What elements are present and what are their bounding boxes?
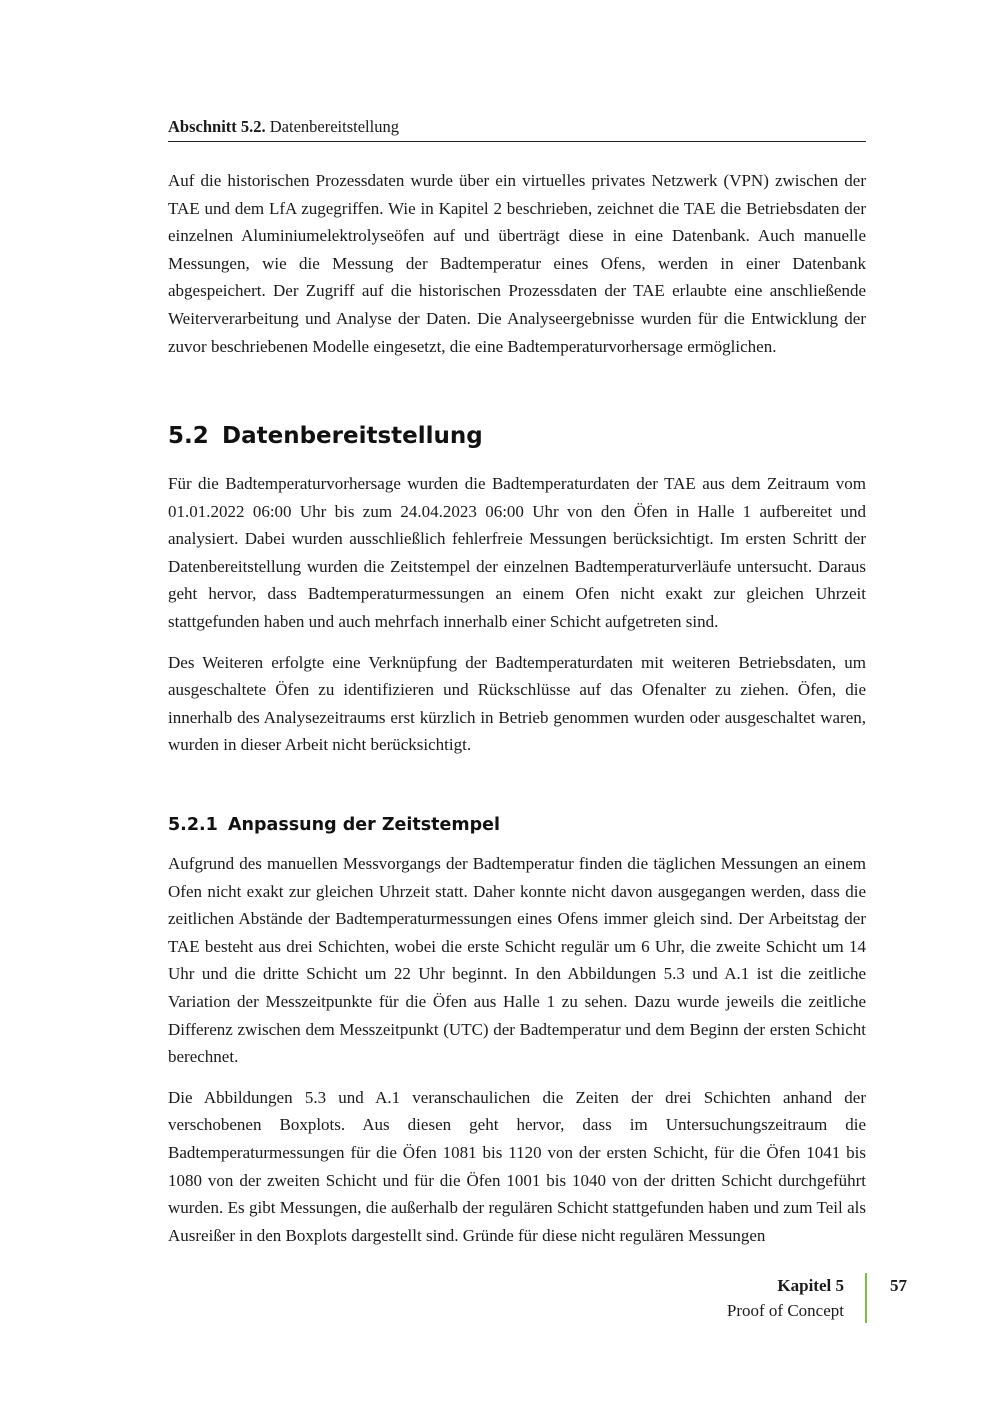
intro-text <box>168 167 866 360</box>
section-text <box>168 470 866 759</box>
page-number: 57 <box>890 1276 907 1295</box>
section-paragraph-2: Des Weiteren erfolgte eine Verknüpfung der Badtemperaturdaten mit weiteren Betriebsdaten, um ausgeschaltete Öfen zu identifizieren und Rückschlüsse auf das Ofenalter zu ziehen. Öfen, die innerhalb des Analysezeitraums erst kürzlich in Betrieb genommen wurden oder ausgeschaltet waren, wurden in dieser Arbeit nicht berücksichtigt. <box>168 652 866 755</box>
subsection-paragraph-2: Die Abbildungen 5.3 und A.1 veranschaulichen die Zeiten der drei Schichten anhand der verschobenen Boxplots. Aus diesen geht hervor, dass im Untersuchungszeitraum die Badtemperaturmessungen für die Öfen 1081 bis 1120 von der ersten Schicht, für die Öfen 1041 bis 1080 von der zweiten Schicht und für die Öfen 1001 bis 1040 von der dritten Schicht durchgeführt wurden. Es gibt Messungen, die außerhalb der regulären Schicht stattgefunden haben und zum Teil als Ausreißer in den Boxplots dargestellt sind. Gründe für diese nicht regulären Messungen <box>168 1087 866 1245</box>
subsection-heading <box>168 812 500 838</box>
running-header <box>168 116 866 142</box>
footer-accent-bar <box>865 1273 867 1323</box>
subsection-text <box>168 850 866 1249</box>
subsection-number: 5.2.1 <box>168 815 218 835</box>
header-section-label: Abschnitt 5.2. <box>168 117 266 136</box>
subsection-title: Anpassung der Zeitstempel <box>228 815 501 835</box>
section-title: Datenbereitstellung <box>222 423 483 449</box>
section-paragraph-1: Für die Badtemperaturvorhersage wurden die Badtemperaturdaten der TAE aus dem Zeitraum vom 01.01.2022 06:00 Uhr bis zum 24.04.2023 06:00 Uhr von den Öfen in Halle 1 aufbereitet und analysiert. Dabei wurden ausschließlich fehlerfreie Messungen berücksichtigt. Im ersten Schritt der Datenbereitstellung wurden die Zeitstempel der einzelnen Badtemperaturverläufe untersucht. Daraus geht hervor, dass Badtemperaturmessungen an einem Ofen nicht exakt zur gleichen Uhrzeit stattgefunden haben und auch mehrfach innerhalb einer Schicht aufgetreten sind. <box>168 474 866 631</box>
footer-chapter-title: Proof of Concept <box>726 1301 844 1320</box>
section-number: 5.2 <box>168 423 209 449</box>
subsection-paragraph-1: Aufgrund des manuellen Messvorgangs der Badtemperatur finden die täglichen Messungen an einem Ofen nicht exakt zur gleichen Uhrzeit statt. Daher konnte nicht davon ausgegangen werden, dass die zeitlichen Abstände der Badtemperaturmessungen eines Ofens immer gleich sind. Der Arbeitstag der TAE besteht aus drei Schichten, wobei die erste Schicht regulär um 6 Uhr, die zweite Schicht um 14 Uhr und die dritte Schicht um 22 Uhr beginnt. In den Abbildungen 5.3 und A.1 ist die zeitliche Variation der Messzeitpunkte für die Öfen aus Halle 1 zu sehen. Dazu wurde jeweils die zeitliche Differenz zwischen dem Messzeitpunkt (UTC) der Badtemperatur und dem Beginn der ersten Schicht berechnet. <box>168 854 866 1067</box>
intro-paragraph: Auf die historischen Prozessdaten wurde über ein virtuelles privates Netzwerk (VPN) zwischen der TAE und dem LfA zugegriffen. Wie in Kapitel 2 beschrieben, zeichnet die TAE die Betriebsdaten der einzelnen Aluminiumelektrolyseöfen auf und überträgt diese in eine Datenbank. Auch manuelle Messungen, wie die Messung der Badtemperatur eines Ofens, werden in einer Datenbank abgespeichert. Der Zugriff auf die historischen Prozessdaten der TAE erlaubte eine anschließende Weiterverarbeitung und Analyse der Daten. Die Analyseergebnisse wurden für die Entwicklung der zuvor beschriebenen Modelle eingesetzt, die eine Badtemperaturvorhersage ermöglichen. <box>168 171 866 356</box>
footer-chapter-label: Kapitel 5 <box>777 1276 844 1295</box>
page-footer <box>727 1273 844 1323</box>
section-heading <box>168 420 483 452</box>
header-section-title: Datenbereitstellung <box>269 117 399 136</box>
